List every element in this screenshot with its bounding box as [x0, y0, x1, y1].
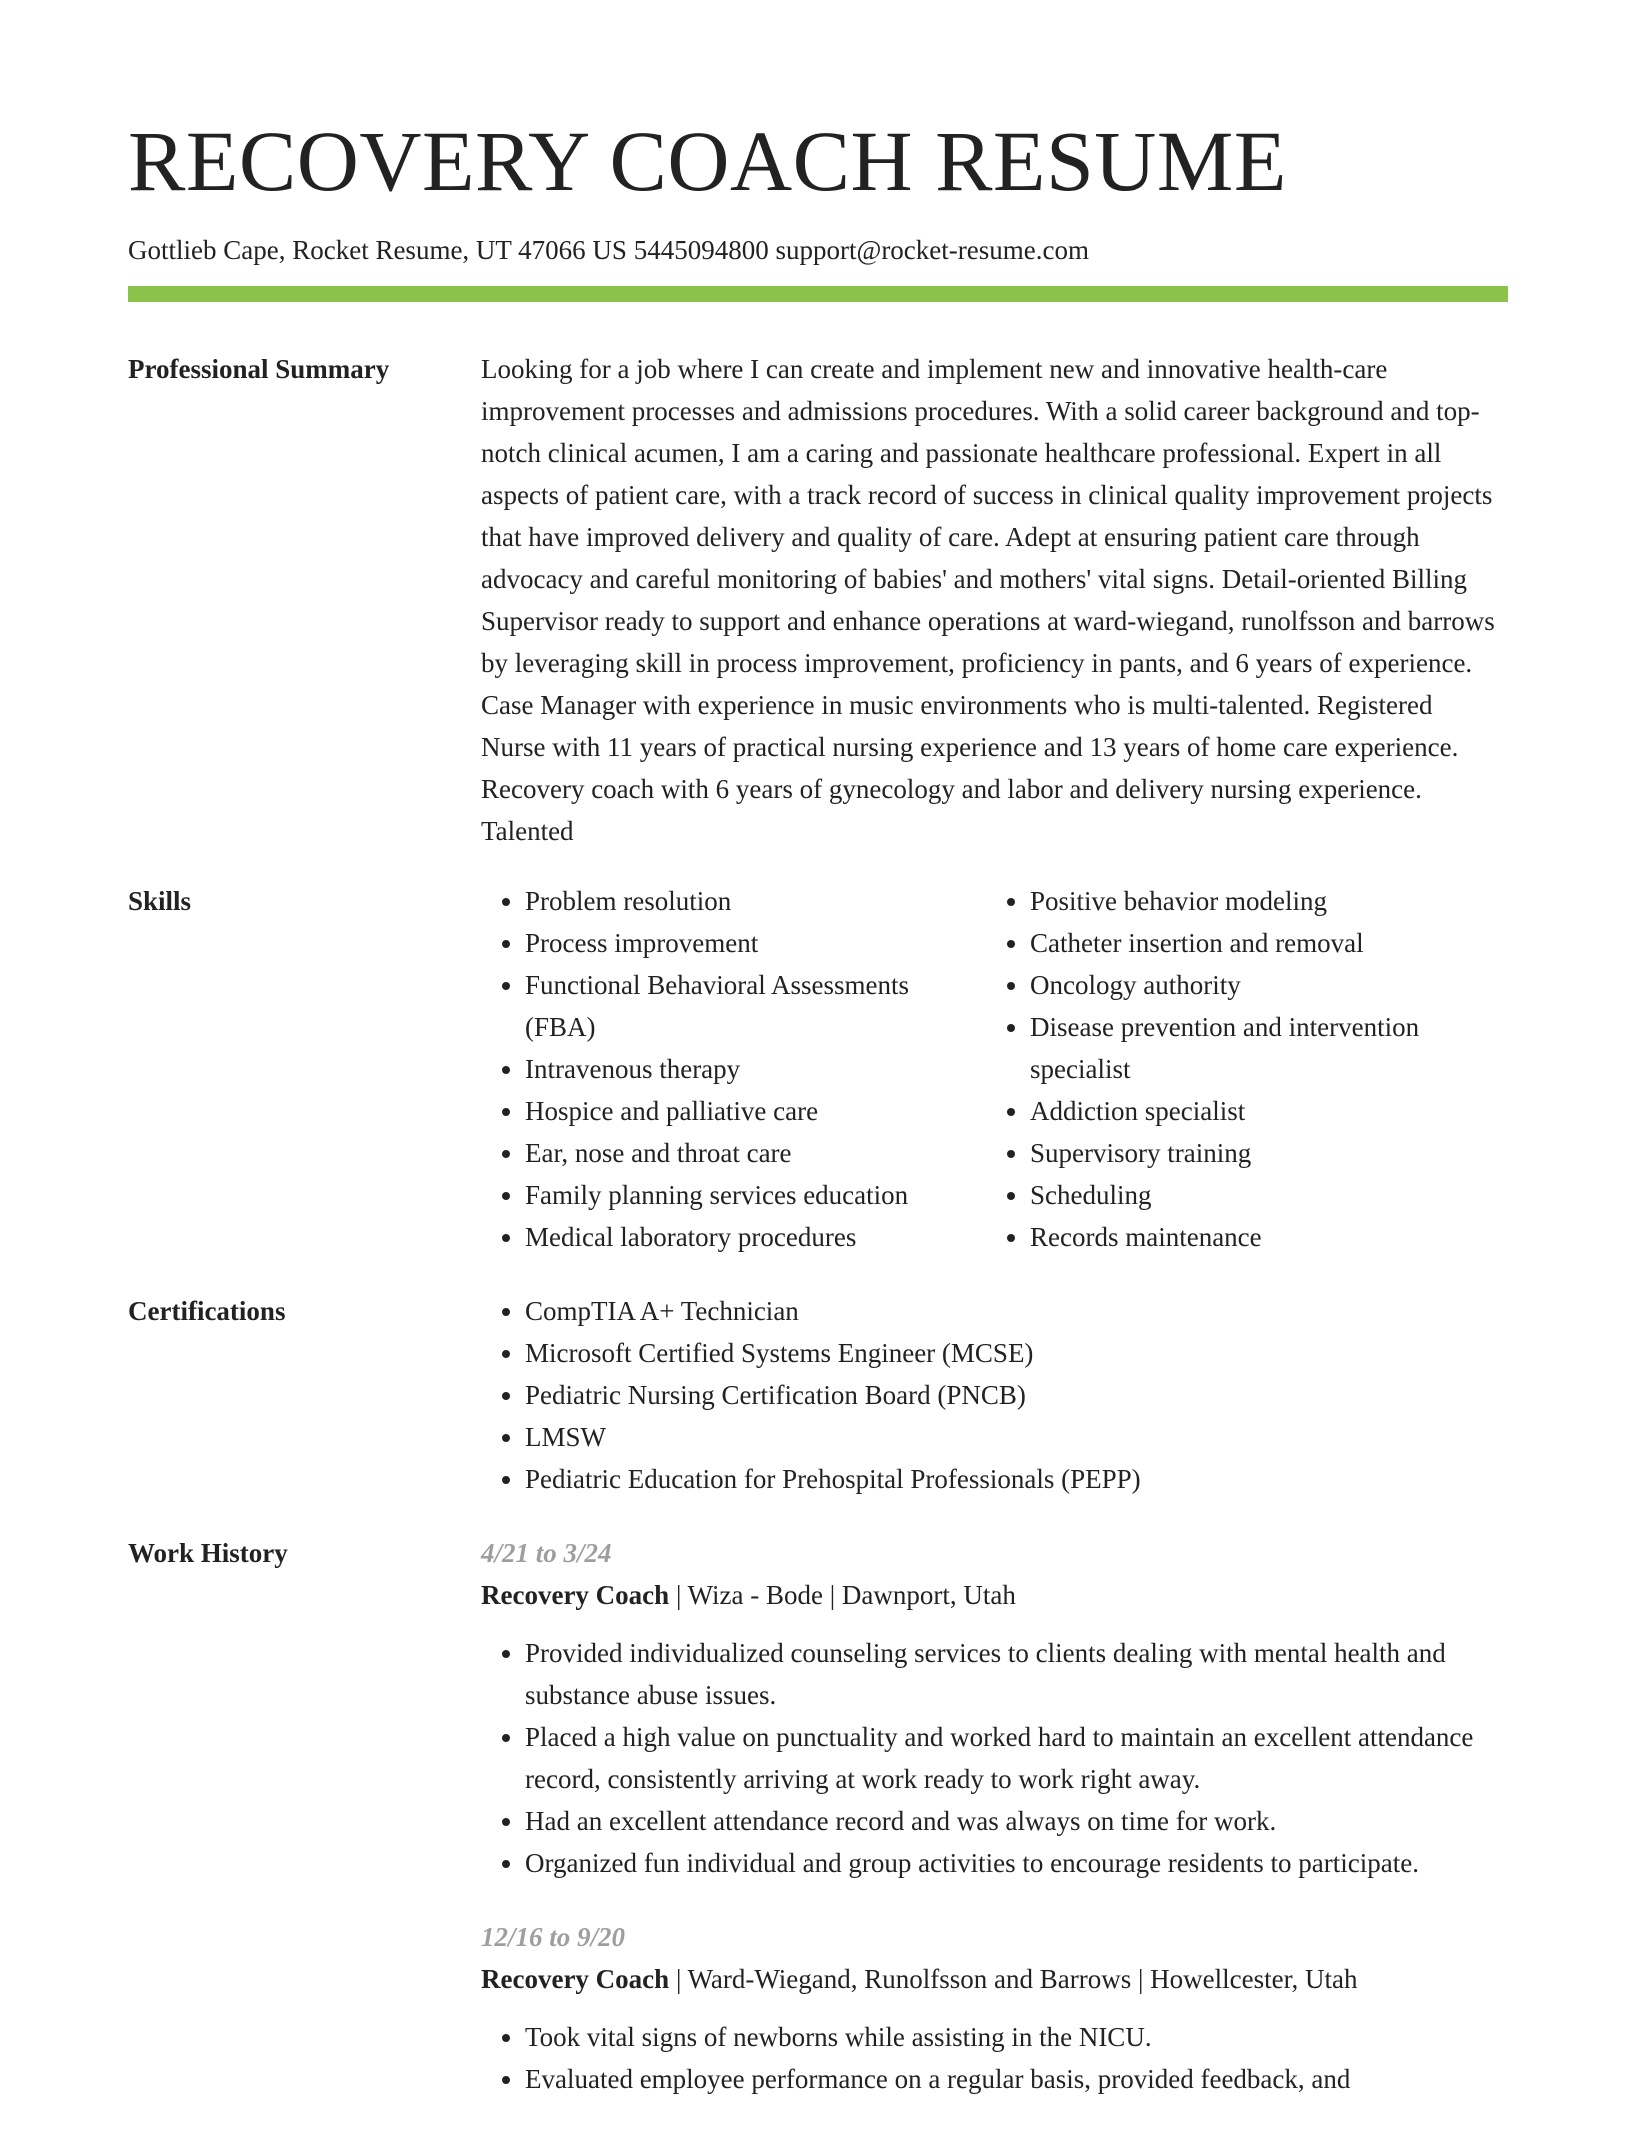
skill-item: • Disease prevention and intervention specialist	[1030, 1006, 1471, 1090]
skill-item: • Oncology authority	[1030, 964, 1471, 1006]
job-entry	[481, 1532, 1501, 1884]
job-title: Recovery Coach	[481, 1964, 670, 1994]
job-heading	[481, 1574, 1501, 1616]
skills-body	[481, 880, 1501, 1258]
skill-item: • Ear, nose and throat care	[525, 1132, 966, 1174]
skill-item: • Scheduling	[1030, 1174, 1471, 1216]
skills-columns	[481, 880, 1501, 1258]
certifications-label: Certifications	[128, 1296, 286, 1326]
skill-item: • Positive behavior modeling	[1030, 880, 1471, 922]
contact-phone: 5445094800	[633, 235, 769, 265]
job-heading	[481, 1958, 1501, 2000]
job-title: Recovery Coach	[481, 1580, 670, 1610]
job-dates: 4/21 to 3/24	[481, 1538, 612, 1568]
job-bullets	[481, 1632, 1501, 1884]
skills-label: Skills	[128, 886, 192, 916]
job-bullet: • Had an excellent attendance record and was always on time for work.	[525, 1800, 1501, 1842]
summary-label: Professional Summary	[128, 354, 390, 384]
job-bullet: • Provided individualized counseling services to clients dealing with mental health and substance abuse issues.	[525, 1632, 1501, 1716]
resume-title: RECOVERY COACH RESUME	[128, 113, 1287, 209]
skill-item: • Family planning services education	[525, 1174, 966, 1216]
skill-item: • Catheter insertion and removal	[1030, 922, 1471, 964]
work-history-label: Work History	[128, 1538, 288, 1568]
certification-item: • Pediatric Nursing Certification Board (PNCB)	[525, 1374, 1501, 1416]
skill-item: • Process improvement	[525, 922, 966, 964]
skill-item: • Hospice and palliative care	[525, 1090, 966, 1132]
certifications-body	[481, 1290, 1501, 1500]
job-bullets	[481, 2016, 1501, 2100]
job-bullet: • Evaluated employee performance on a regular basis, provided feedback, and	[525, 2058, 1501, 2100]
job-bullet: • Placed a high value on punctuality and worked hard to maintain an excellent attendance record, consistently arriving at work ready to work right away.	[525, 1716, 1501, 1800]
skills-column-left	[481, 880, 986, 1258]
job-dates: 12/16 to 9/20	[481, 1922, 626, 1952]
summary-text: Looking for a job where I can create and implement new and innovative health-care improvement processes and admissions procedures. With a solid career background and top-notch clinical acumen, I am a caring and passionate healthcare professional. Expert in all aspects of patient care, with a track record of success in clinical quality improvement projects that have improved delivery and quality of care. Adept at ensuring patient care through advocacy and careful monitoring of babies' and mothers' vital signs. Detail-oriented Billing Supervisor ready to support and enhance operations at ward-wiegand, runolfsson and barrows by leveraging skill in process improvement, proficiency in pants, and 6 years of experience. Case Manager with experience in music environments who is multi-talented. Registered Nurse with 11 years of practical nursing experience and 13 years of home care experience. Recovery coach with 6 years of gynecology and labor and delivery nursing experience. Talented	[481, 354, 1495, 846]
skill-item: • Functional Behavioral Assessments (FBA)	[525, 964, 966, 1048]
job-details: | Wiza - Bode | Dawnport, Utah	[669, 1580, 1016, 1610]
skill-item: • Records maintenance	[1030, 1216, 1471, 1258]
certification-item: • Pediatric Education for Prehospital Professionals (PEPP)	[525, 1458, 1501, 1500]
skill-item: • Supervisory training	[1030, 1132, 1471, 1174]
skill-item: • Problem resolution	[525, 880, 966, 922]
work-history-body	[481, 1532, 1501, 2132]
job-bullet: • Organized fun individual and group activities to encourage residents to participate.	[525, 1842, 1501, 1884]
job-details: | Ward-Wiegand, Runolfsson and Barrows | Howellcester, Utah	[669, 1964, 1358, 1994]
certification-item: • Microsoft Certified Systems Engineer (MCSE)	[525, 1332, 1501, 1374]
header-divider	[128, 286, 1508, 302]
job-bullet: • Took vital signs of newborns while assisting in the NICU.	[525, 2016, 1501, 2058]
skill-item: • Intravenous therapy	[525, 1048, 966, 1090]
skill-item: • Addiction specialist	[1030, 1090, 1471, 1132]
certification-item: • LMSW	[525, 1416, 1501, 1458]
summary-body	[481, 348, 1501, 852]
contact-email[interactable]: support@rocket-resume.com	[775, 235, 1089, 265]
skill-item: • Medical laboratory procedures	[525, 1216, 966, 1258]
contact-line	[128, 232, 1089, 268]
skills-column-right	[986, 880, 1491, 1258]
job-entry	[481, 1916, 1501, 2100]
contact-address: Gottlieb Cape, Rocket Resume, UT 47066 US	[128, 235, 627, 265]
certification-item: • CompTIA A+ Technician	[525, 1290, 1501, 1332]
